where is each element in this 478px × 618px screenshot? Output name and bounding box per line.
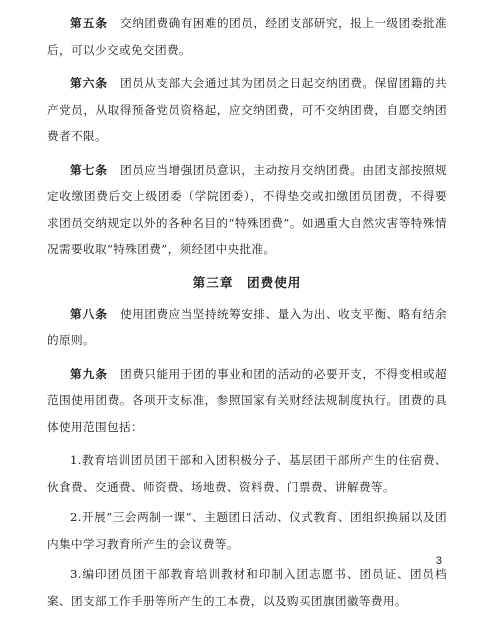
list-item: 2.开展“三会两制一课”、主题团日活动、仪式教育、团组织换届以及团内集中学习教育所产生的会议费等。 xyxy=(47,510,447,551)
list-item: 1.教育培训团员团干部和入团积极分子、基层团干部所产生的住宿费、伙食费、交通费、师资费、场地费、资料费、门票费、讲解费等。 xyxy=(47,453,447,494)
chapter-title: 第三章 团费使用 xyxy=(192,274,302,290)
article-text: 交纳团费确有困难的团员，经团支部研究，报上一级团委批准后，可以少交或免交团费。 xyxy=(47,16,447,57)
article-text: 团员应当增强团员意识，主动按月交纳团费。由团支部按照规定收缴团费后交上级团委（学院团委），不得垫交或扣缴团员团费，不得要求团员交纳规定以外的各种名目的“特殊团费”。如遇重大自然灾害等特殊情况需要收取“特殊团费”，须经团中央批准。 xyxy=(47,162,447,256)
article-label: 第五条 xyxy=(70,16,109,30)
article-text: 使用团费应当坚持统筹安排、量入为出、收支平衡、略有结余的原则。 xyxy=(47,306,447,347)
article-label: 第七条 xyxy=(70,162,109,177)
list-item: 3.编印团员团干部教育培训教材和印制入团志愿书、团员证、团员档案、团支部工作手册等所产生的工本费，以及购买团旗团徽等费用。 xyxy=(47,567,447,608)
article-label: 第六条 xyxy=(70,76,109,90)
article-label: 第九条 xyxy=(70,366,109,381)
article-paragraph xyxy=(47,157,447,263)
article-paragraph xyxy=(47,10,447,63)
article-paragraph xyxy=(47,70,447,150)
article-text: 团费只能用于团的事业和团的活动的必要开支，不得变相或超范围使用团费。各项开支标准，参照国家有关财经法规制度执行。团费的具体使用范围包括： xyxy=(47,366,447,434)
article-label: 第八条 xyxy=(70,306,109,321)
article-text: 团员从支部大会通过其为团员之日起交纳团费。保留团籍的共产党员，从取得预备党员资格起，应交纳团费，可不交纳团费，自愿交纳团费者不限。 xyxy=(47,76,447,143)
article-paragraph xyxy=(47,361,447,441)
page-number: 3 xyxy=(435,555,442,567)
article-paragraph xyxy=(47,301,447,354)
document-body xyxy=(47,10,447,618)
